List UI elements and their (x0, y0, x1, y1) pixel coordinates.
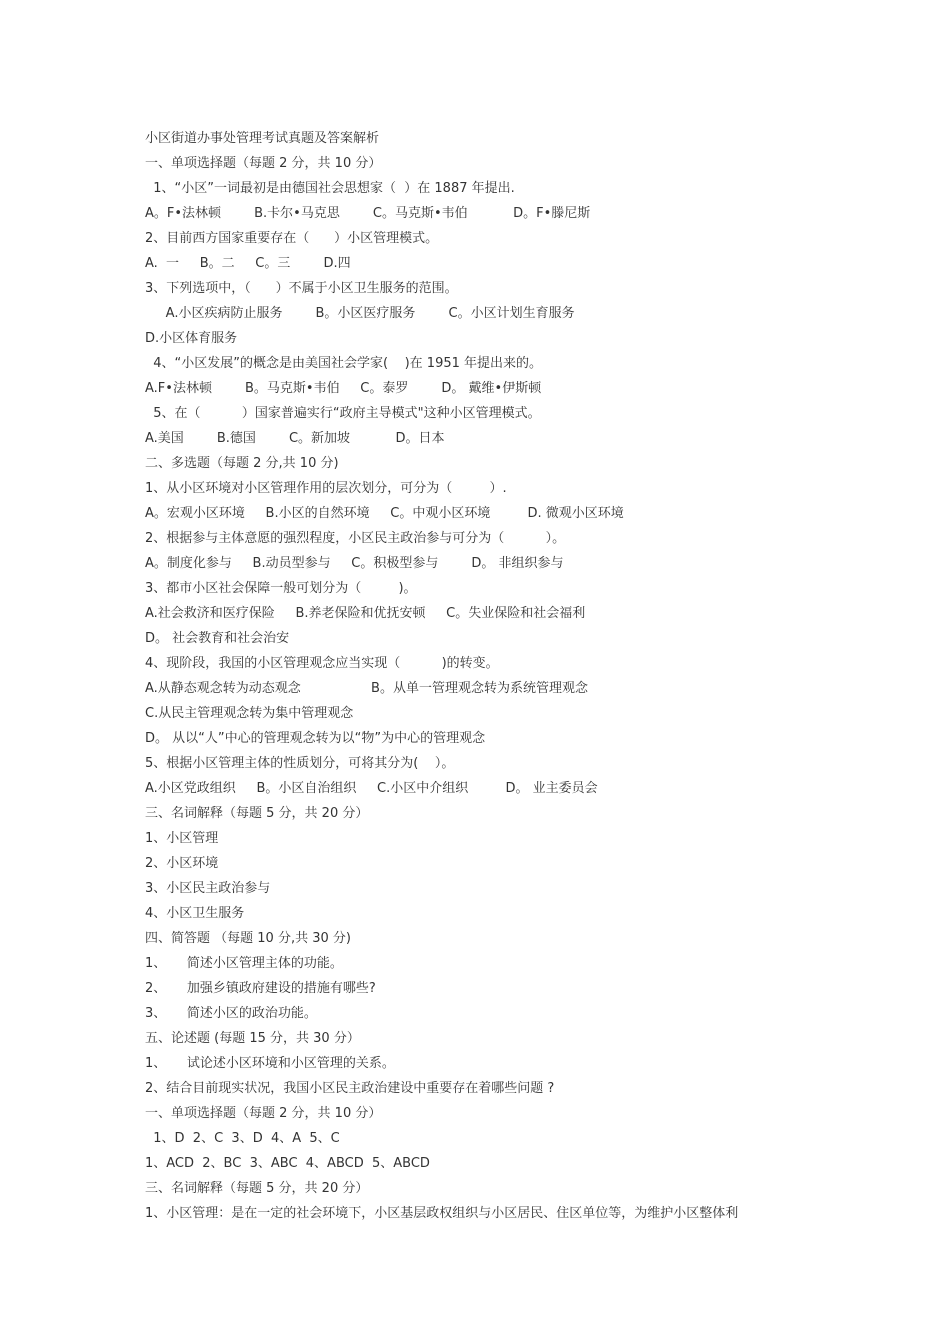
question-text: 1、 简述小区管理主体的功能。 (145, 956, 343, 971)
question-text: 2、根据参与主体意愿的强烈程度，小区民主政治参与可分为（ ）。 (145, 531, 566, 546)
section-heading: 二、多选题（每题 2 分,共 10 分) (145, 456, 339, 471)
question-text: 1、 试论述小区环境和小区管理的关系。 (145, 1056, 395, 1071)
answer-options: A. 一 B。二 C。三 D.四 (145, 256, 351, 271)
question-text: 3、下列选项中，（ ）不属于小区卫生服务的范围。 (145, 281, 458, 296)
question-text: 4、“小区发展”的概念是由美国社会学家( )在 1951 年提出来的。 (145, 356, 543, 371)
answer-options: D.小区体育服务 (145, 331, 238, 346)
question-text: 5、根据小区管理主体的性质划分，可将其分为( ）。 (145, 756, 455, 771)
section-heading: 一、单项选择题（每题 2 分，共 10 分） (145, 1106, 382, 1121)
answer-options: A.F•法林顿 B。马克斯•韦伯 C。泰罗 D。 戴维•伊斯顿 (145, 381, 542, 396)
question-text: 2、 加强乡镇政府建设的措施有哪些? (145, 981, 376, 996)
section-heading: 一、单项选择题（每题 2 分，共 10 分） (145, 156, 382, 171)
term-item: 3、小区民主政治参与 (145, 881, 271, 896)
answer-options: A。宏观小区环境 B.小区的自然环境 C。中观小区环境 D. 微观小区环境 (145, 506, 624, 521)
answer-text: 1、小区管理：是在一定的社会环境下，小区基层政权组织与小区居民、住区单位等，为维护小区整体利 (145, 1206, 739, 1221)
answer-key: 1、D 2、C 3、D 4、A 5、C (145, 1131, 340, 1146)
answer-options: D。 社会教育和社会治安 (145, 631, 290, 646)
answer-options: C.从民主管理观念转为集中管理观念 (145, 706, 354, 721)
section-heading: 四、简答题 （每题 10 分,共 30 分) (145, 931, 351, 946)
term-item: 4、小区卫生服务 (145, 906, 245, 921)
term-item: 2、小区环境 (145, 856, 219, 871)
question-text: 3、都市小区社会保障一般可划分为（ )。 (145, 581, 417, 596)
question-text: 5、在（ ）国家普遍实行“政府主导模式"这种小区管理模式。 (145, 406, 541, 421)
question-text: 2、结合目前现实状况，我国小区民主政治建设中重要存在着哪些问题 ? (145, 1081, 555, 1096)
answer-key: 1、ACD 2、BC 3、ABC 4、ABCD 5、ABCD (145, 1156, 430, 1171)
question-text: 1、从小区环境对小区管理作用的层次划分，可分为（ ）. (145, 481, 507, 496)
term-item: 1、小区管理 (145, 831, 219, 846)
answer-options: A.社会救济和医疗保险 B.养老保险和优抚安顿 C。失业保险和社会福利 (145, 606, 586, 621)
answer-options: A.美国 B.德国 C。新加坡 D。日本 (145, 431, 445, 446)
answer-options: A.从静态观念转为动态观念 B。从单一管理观念转为系统管理观念 (145, 681, 588, 696)
question-text: 1、“小区”一词最初是由德国社会思想家（ ）在 1887 年提出. (145, 181, 515, 196)
answer-options: D。 从以“人”中心的管理观念转为以“物”为中心的管理观念 (145, 731, 486, 746)
section-heading: 五、论述题 (每题 15 分，共 30 分） (145, 1031, 360, 1046)
section-heading: 三、名词解释（每题 5 分，共 20 分） (145, 1181, 369, 1196)
answer-options: A。F•法林顿 B.卡尔•马克思 C。马克斯•韦伯 D。F•滕尼斯 (145, 206, 591, 221)
document-title: 小区街道办事处管理考试真题及答案解析 (145, 131, 380, 146)
answer-options: A.小区疾病防止服务 B。小区医疗服务 C。小区计划生育服务 (145, 306, 575, 321)
section-heading: 三、名词解释（每题 5 分，共 20 分） (145, 806, 369, 821)
question-text: 3、 简述小区的政治功能。 (145, 1006, 317, 1021)
question-text: 4、现阶段，我国的小区管理观念应当实现（ )的转变。 (145, 656, 499, 671)
answer-options: A.小区党政组织 B。小区自治组织 C.小区中介组织 D。 业主委员会 (145, 781, 598, 796)
question-text: 2、目前西方国家重要存在（ ）小区管理模式。 (145, 231, 439, 246)
document-body (145, 126, 845, 1226)
answer-options: A。制度化参与 B.动员型参与 C。积极型参与 D。 非组织参与 (145, 556, 564, 571)
